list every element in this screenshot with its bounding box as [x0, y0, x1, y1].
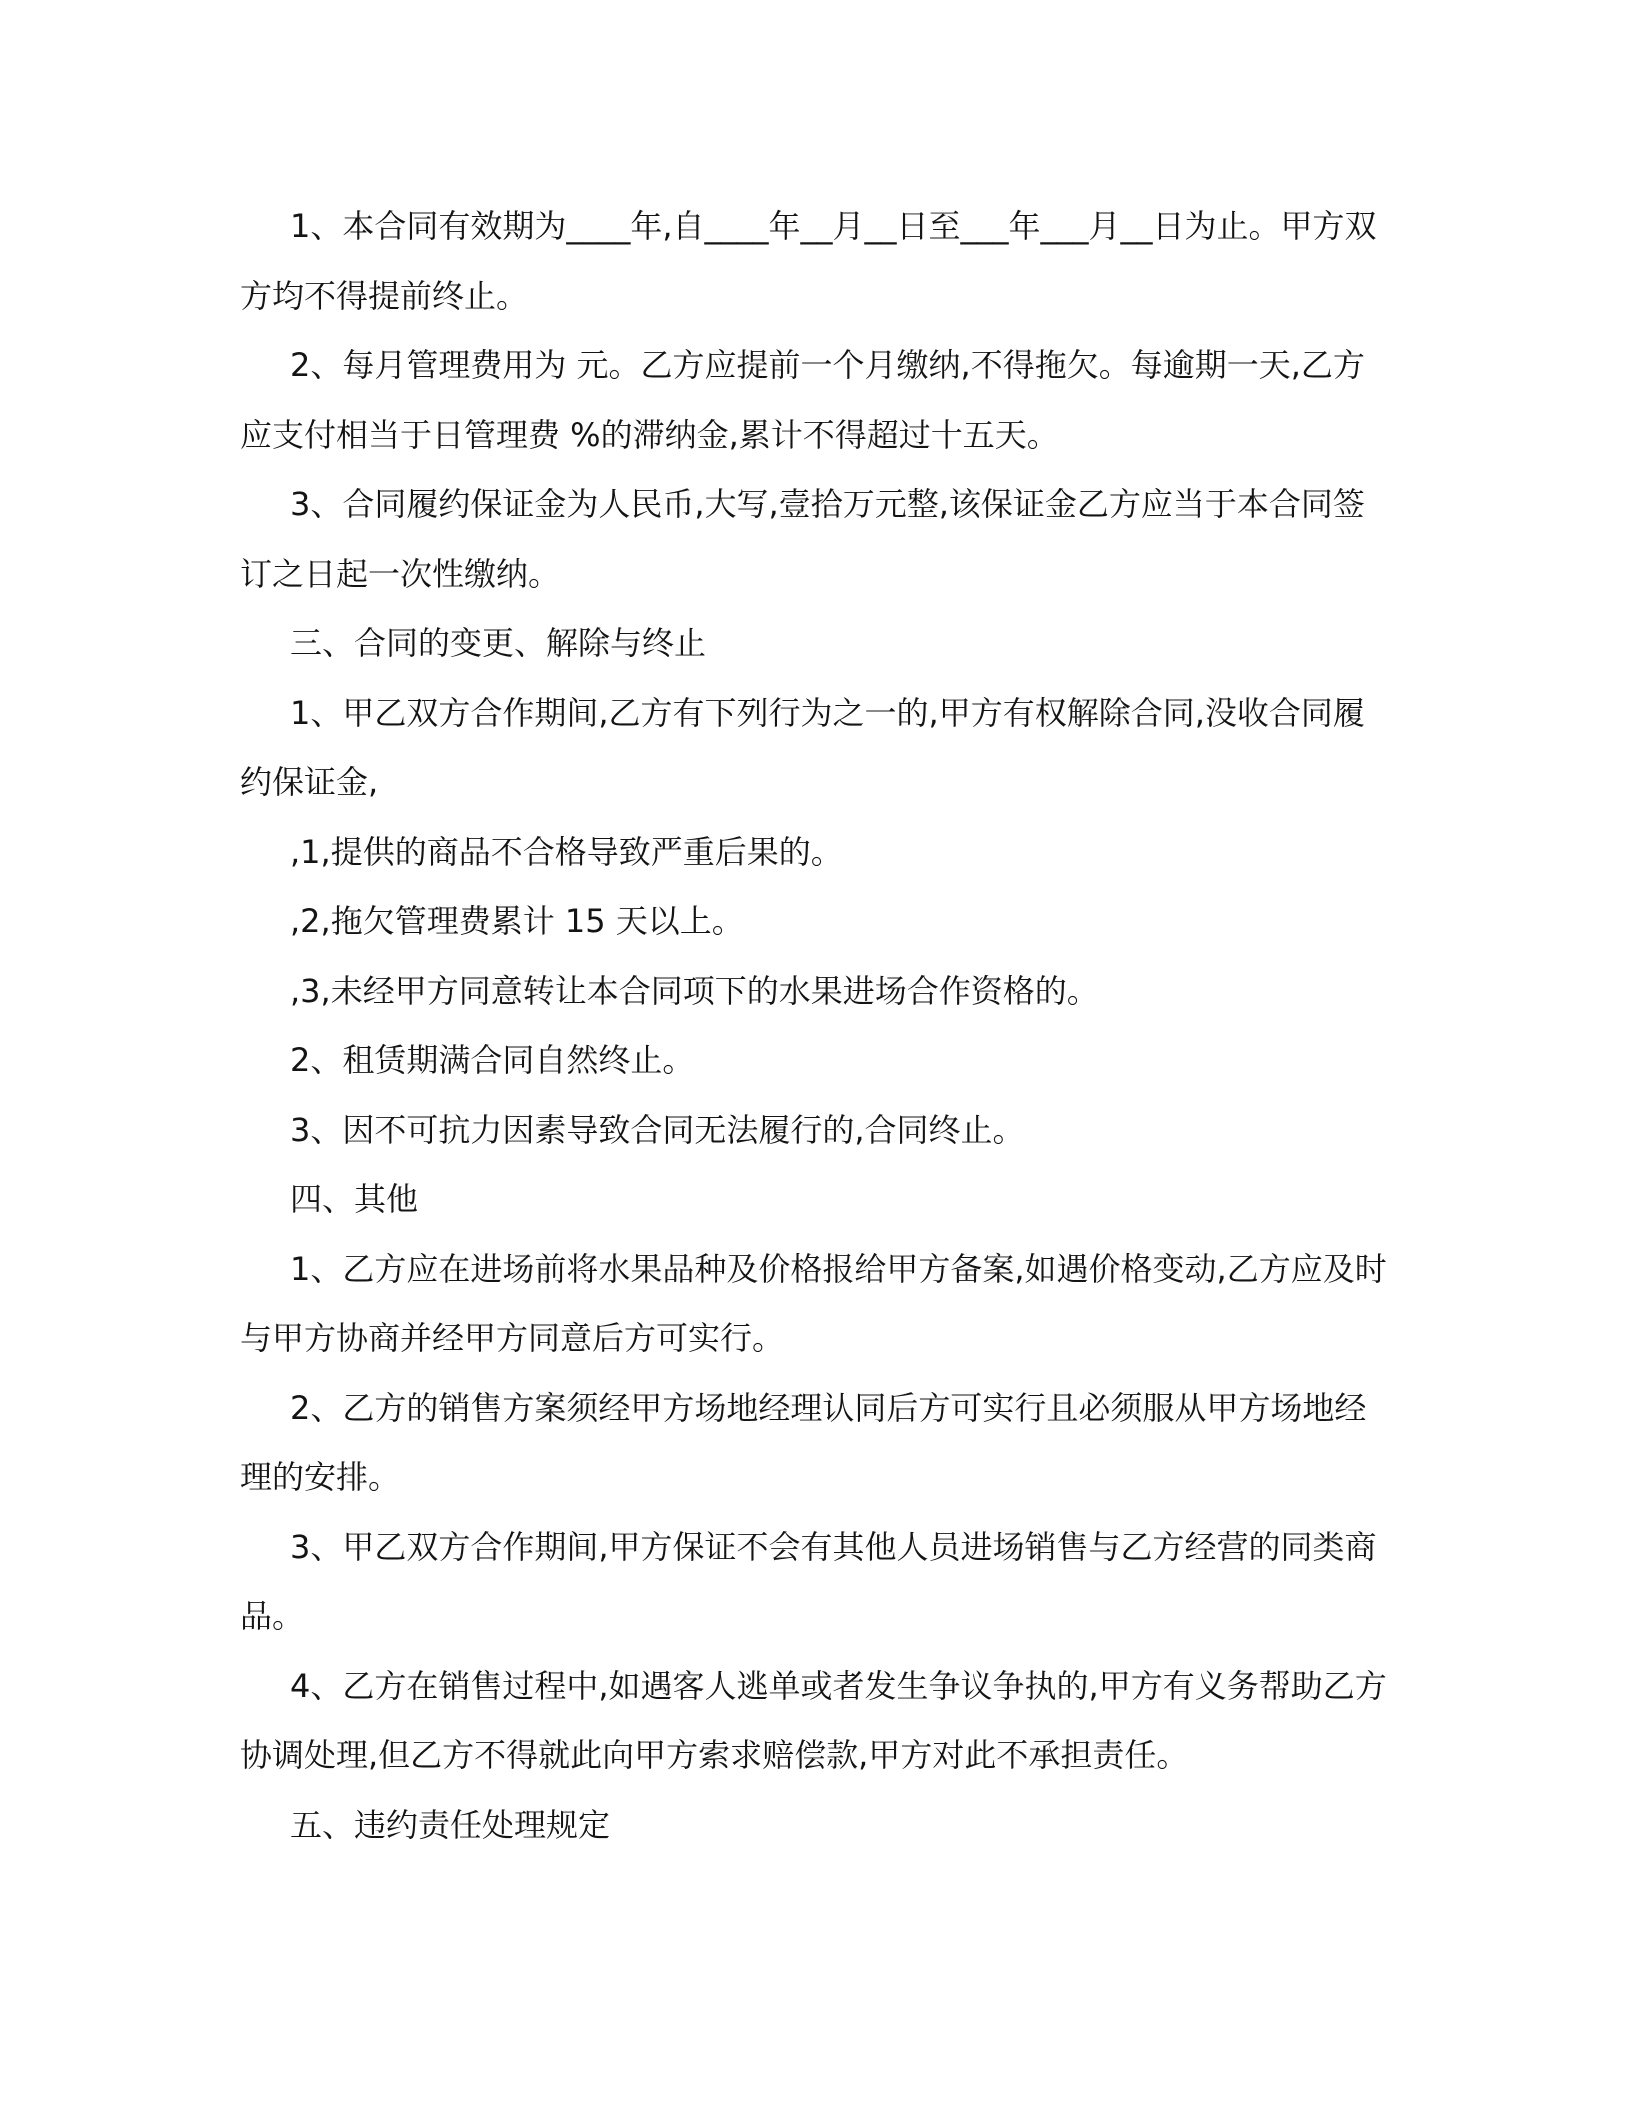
section-heading-change-termination: 三、合同的变更、解除与终止: [290, 624, 707, 662]
clause-sales-plan: 2、乙方的销售方案须经甲方场地经理认同后方可实行且必须服从甲方场地经理的安排。: [240, 1388, 1367, 1496]
clause-lease-expiry: 2、租赁期满合同自然终止。: [290, 1041, 695, 1079]
sub-item-1: ,1,提供的商品不合格导致严重后果的。: [290, 832, 843, 871]
document-body: [240, 192, 1390, 1860]
clause-price-filing: 1、乙方应在进场前将水果品种及价格报给甲方备案,如遇价格变动,乙方应及时与甲方协商并经甲方同意后方可实行。: [240, 1249, 1387, 1357]
clause-management-fee: 2、每月管理费用为 元。乙方应提前一个月缴纳,不得拖欠。每逾期一天,乙方应支付相当于日管理费 %的滞纳金,累计不得超过十五天。: [240, 346, 1365, 454]
section-heading-other: 四、其他: [290, 1180, 419, 1218]
clause-force-majeure: 3、因不可抗力因素导致合同无法履行的,合同终止。: [290, 1110, 1025, 1149]
clause-exclusivity: 3、甲乙双方合作期间,甲方保证不会有其他人员进场销售与乙方经营的同类商品。: [240, 1527, 1377, 1635]
clause-disputes: 4、乙方在销售过程中,如遇客人逃单或者发生争议争执的,甲方有义务帮助乙方协调处理,但乙方不得就此向甲方索求赔偿款,甲方对此不承担责任。: [240, 1666, 1387, 1774]
sub-item-3: ,3,未经甲方同意转让本合同项下的水果进场合作资格的。: [290, 971, 1099, 1010]
sub-item-2: ,2,拖欠管理费累计 15 天以上。: [290, 902, 744, 940]
clause-deposit: 3、合同履约保证金为人民币,大写,壹拾万元整,该保证金乙方应当于本合同签订之日起一次性缴纳。: [240, 485, 1365, 593]
section-heading-breach: 五、违约责任处理规定: [290, 1805, 611, 1844]
clause-term: 1、本合同有效期为____年,自____年__月__日至___年___月__日为止。甲方双方均不得提前终止。: [240, 207, 1377, 315]
clause-termination-rights: 1、甲乙双方合作期间,乙方有下列行为之一的,甲方有权解除合同,没收合同履约保证金,: [240, 693, 1365, 801]
